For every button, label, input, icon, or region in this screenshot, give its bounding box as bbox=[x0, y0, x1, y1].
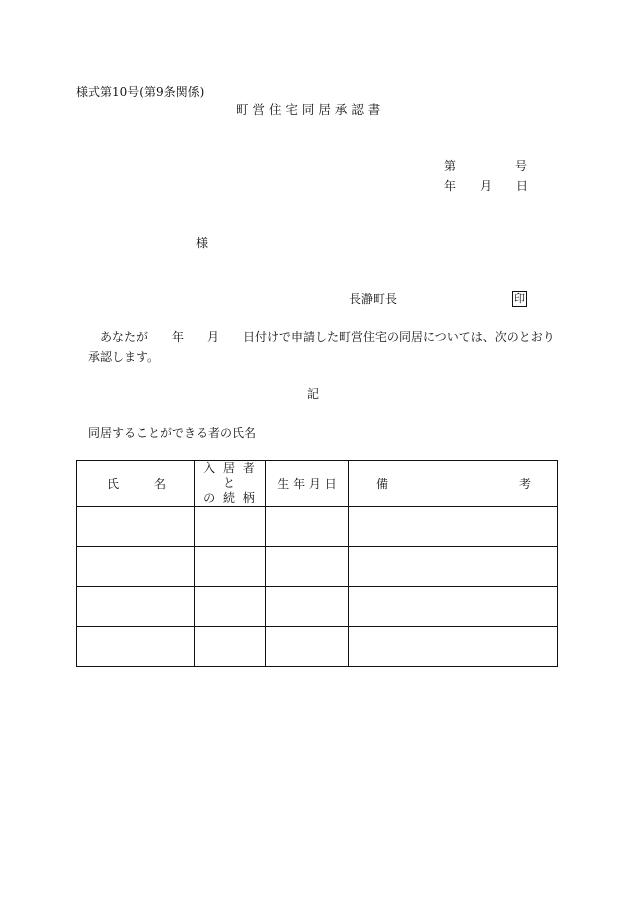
header-name-part2: 名 bbox=[153, 476, 166, 491]
body-text-month: 月 bbox=[207, 330, 220, 344]
seal-mark bbox=[512, 291, 527, 307]
cell-relation[interactable] bbox=[195, 507, 266, 547]
cell-birthdate[interactable] bbox=[266, 627, 349, 667]
cell-name[interactable] bbox=[77, 547, 195, 587]
cell-name[interactable] bbox=[77, 507, 195, 547]
cohabitant-table bbox=[76, 460, 558, 667]
cell-remarks[interactable] bbox=[349, 547, 558, 587]
ki-heading: 記 bbox=[307, 387, 320, 401]
cell-relation[interactable] bbox=[195, 627, 266, 667]
date-month: 月 bbox=[480, 179, 493, 193]
header-name bbox=[77, 461, 195, 507]
body-text-line2: 承認します。 bbox=[88, 350, 160, 364]
table-row bbox=[77, 547, 558, 587]
table-header-row bbox=[77, 461, 558, 507]
header-relation-line2: の 続 柄 bbox=[203, 491, 257, 505]
header-birthdate-label: 生 年 月 日 bbox=[277, 476, 337, 491]
header-relation bbox=[195, 461, 266, 507]
cell-remarks[interactable] bbox=[349, 587, 558, 627]
cell-remarks[interactable] bbox=[349, 627, 558, 667]
cell-birthdate[interactable] bbox=[266, 547, 349, 587]
doc-number-prefix: 第 bbox=[444, 159, 457, 173]
cell-name[interactable] bbox=[77, 587, 195, 627]
addressee-suffix: 様 bbox=[196, 236, 209, 250]
doc-number-suffix: 号 bbox=[515, 159, 528, 173]
issuer-name: 長瀞町長 bbox=[349, 292, 398, 306]
cell-name[interactable] bbox=[77, 627, 195, 667]
cell-relation[interactable] bbox=[195, 547, 266, 587]
header-remarks-part1: 備 bbox=[376, 476, 389, 491]
section-label: 同居することができる者の氏名 bbox=[88, 426, 257, 440]
seal-label: 印 bbox=[514, 292, 525, 305]
table-row bbox=[77, 587, 558, 627]
document-title: 町 営 住 宅 同 居 承 認 書 bbox=[236, 102, 381, 117]
cell-birthdate[interactable] bbox=[266, 587, 349, 627]
body-text-start: あなたが bbox=[100, 330, 149, 344]
header-remarks-part2: 考 bbox=[518, 476, 531, 491]
header-relation-line1: 入 居 者 と bbox=[203, 461, 257, 490]
date-year: 年 bbox=[444, 179, 457, 193]
cell-remarks[interactable] bbox=[349, 507, 558, 547]
form-number: 様式第10号(第9条関係) bbox=[76, 85, 205, 99]
header-name-part1: 氏 bbox=[107, 476, 120, 491]
cell-relation[interactable] bbox=[195, 587, 266, 627]
table-row bbox=[77, 507, 558, 547]
cell-birthdate[interactable] bbox=[266, 507, 349, 547]
body-text-year: 年 bbox=[172, 330, 185, 344]
header-birthdate bbox=[266, 461, 349, 507]
body-text-rest: 日付けで申請した町営住宅の同居については、次のとおり bbox=[243, 330, 555, 344]
table-row bbox=[77, 627, 558, 667]
header-remarks bbox=[349, 461, 558, 507]
date-day: 日 bbox=[516, 179, 529, 193]
